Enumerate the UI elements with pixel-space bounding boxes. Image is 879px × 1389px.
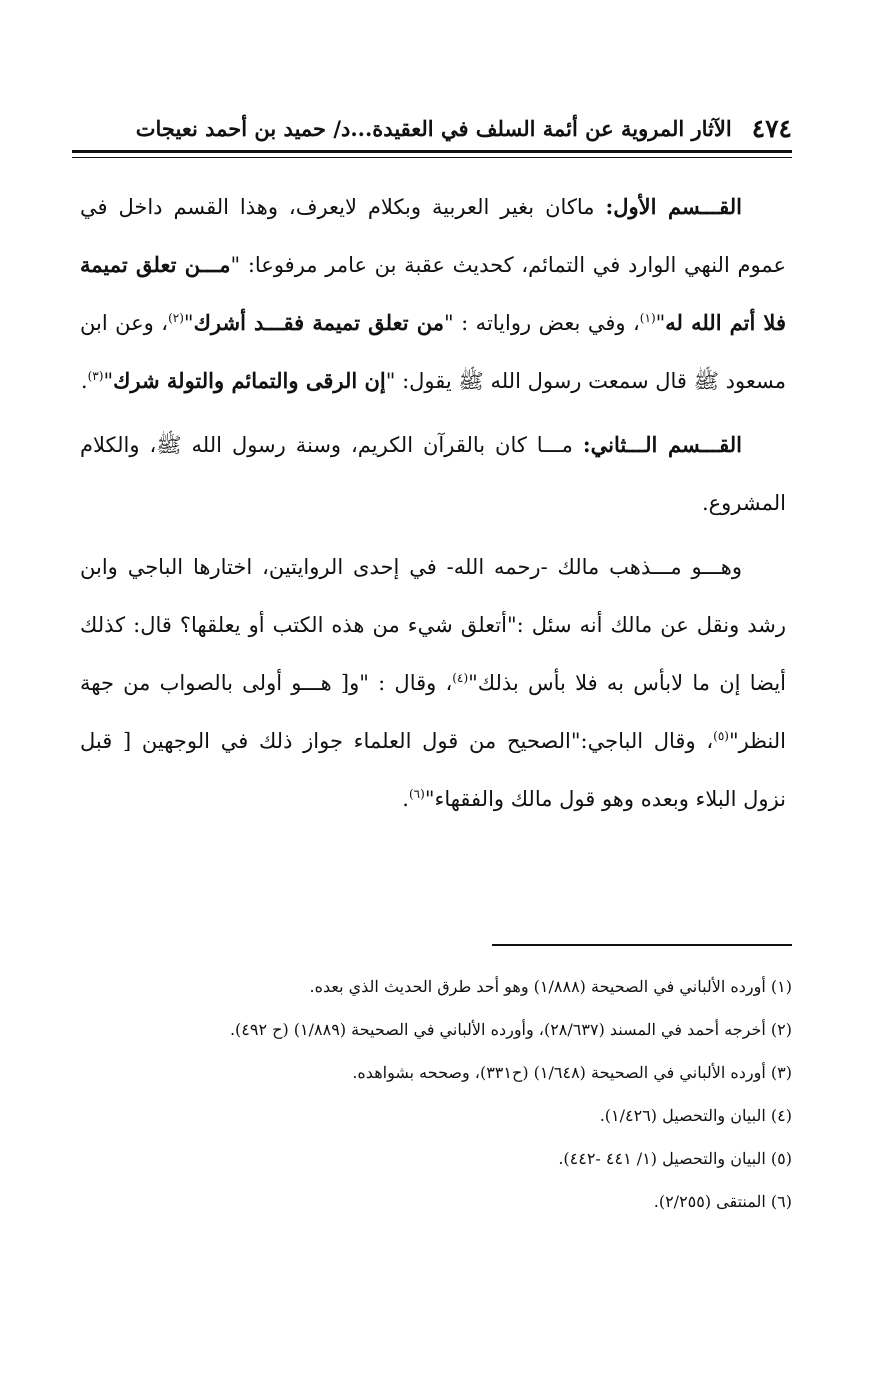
text-run: ، وقال الباجي:"الصحيح من قول العلماء جواز ذلك في الوجهين [ قبل نزول البلاء وبعده وهو قول مالك والفقهاء" [80, 729, 786, 811]
footnote-ref-1: (١) [639, 311, 656, 325]
footnote-3: (٣) أورده الألباني في الصحيحة (١/٦٤٨) (ح٣٣١)، وصححه بشواهده. [352, 1063, 792, 1082]
footnote-ref-6: (٦) [408, 787, 425, 801]
text-run: ، وقال : "و[ هـــو أولى بالصواب من جهة النظر" [80, 671, 786, 753]
main-text [80, 178, 786, 828]
footnotes [80, 968, 792, 1226]
running-title: الآثار المروية عن أئمة السلف في العقيدة...د/ حميد بن أحمد نعيجات [135, 115, 732, 141]
footnote-ref-5: (٥) [713, 729, 729, 743]
text-run: مـــا كان بالقرآن الكريم، وسنة رسول الله ﷺ، والكلام المشروع. [80, 433, 786, 515]
text-run: ، وفي بعض رواياته : " [443, 311, 640, 335]
footnote-separator [492, 944, 792, 946]
text-run: ، وعن ابن مسعود ﷺ قال سمعت رسول الله ﷺ يقول: " [80, 311, 786, 393]
text-run: وهـــو مـــذهب مالك -رحمه الله- في إحدى الروايتين، اختارها الباجي وابن رشد ونقل عن مالك أنه سئل :"أتعلق شيء من هذه الكتب أو يعلقها؟ قال: كذلك أيضا إن ما لابأس به فلا بأس بذلك" [80, 555, 786, 695]
running-header [72, 110, 792, 146]
paragraph-second-section [80, 416, 786, 532]
footnote-2: (٢) أخرجه أحمد في المسند (٢٨/٦٣٧)، وأورده الألباني في الصحيحة (١/٨٨٩) (ح ٤٩٢). [229, 1020, 792, 1039]
text-run: " [183, 311, 194, 335]
section-heading-second: القـــسم الـــثاني: [582, 432, 742, 457]
footnote-5: (٥) البيان والتحصيل (١/ ٤٤١ -٤٤٢). [558, 1149, 792, 1168]
header-rule-thin [72, 157, 792, 158]
paragraph-malik-opinion [80, 538, 786, 828]
paragraph-first-section [80, 178, 786, 410]
footnote-ref-4: (٤) [452, 671, 469, 685]
footnote-1: (١) أورده الألباني في الصحيحة (١/٨٨٨) وهو أحد طرق الحديث الذي بعده. [309, 977, 792, 996]
text-run: " [103, 369, 114, 393]
section-heading-first: القـــسم الأول: [605, 194, 742, 219]
page-number: ٤٧٤ [751, 113, 792, 143]
text-run: ماكان بغير العربية وبكلام لايعرف، وهذا القسم داخل في عموم النهي الوارد في التمائم، كحديث عقبة بن عامر مرفوعا: " [80, 195, 786, 277]
hadith-quote: من تعلق تميمة فقـــد أشرك [193, 310, 444, 335]
text-run: " [655, 311, 666, 335]
footnote-4: (٤) البيان والتحصيل (١/٤٢٦). [599, 1106, 792, 1125]
text-run: . [80, 369, 88, 393]
footnote-ref-2: (٢) [168, 311, 184, 325]
footnote-ref-3: (٣) [87, 369, 104, 383]
text-run: . [402, 787, 409, 811]
hadith-quote: إن الرقى والتمائم والتولة شرك [113, 368, 386, 393]
hadith-quote: مـــن تعلق تميمة فلا أتم الله له [80, 252, 787, 335]
header-rule-thick [72, 150, 792, 153]
footnote-6: (٦) المنتقى (٢/٢٥٥). [653, 1192, 792, 1211]
